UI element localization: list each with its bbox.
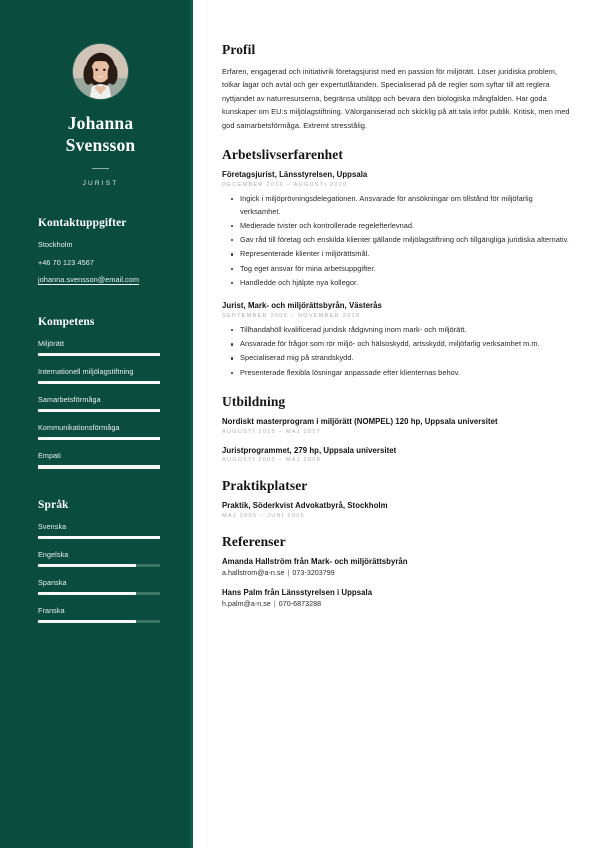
skill-bar-track [38,409,160,412]
skill-label: Kommunikationsförmåga [38,423,120,433]
skill-bar-fill [38,353,160,356]
references-heading: Referenser [222,533,286,549]
job-bullet: Representerade klienter i miljörättsmål. [240,248,574,261]
experience-entry [222,301,574,379]
reference-name: Hans Palm från Länsstyrelsen i Uppsala [222,587,373,597]
education-title: Nordiskt masterprogram i miljörätt (NOMPEL) 120 hp, Uppsala universitet [222,417,498,427]
job-bullet: Tillhandahöll kvalificerad juridisk rådgivning inom mark- och miljörätt. [240,324,574,337]
reference-contact [222,600,574,608]
skill-item [38,423,171,440]
profile-photo-icon [73,44,128,99]
language-label: Franska [38,606,65,616]
contact-section [38,217,171,285]
name-divider [92,168,109,170]
skill-bar-fill [38,381,160,384]
language-item [38,578,171,595]
language-label: Spanska [38,577,67,587]
experience-section [222,147,574,379]
internships-section [222,478,574,519]
language-bar-fill [38,592,136,595]
avatar [73,44,128,99]
reference-phone[interactable]: 070-6873288 [278,599,322,608]
skill-bar-fill [38,409,160,412]
job-bullet: Ansvarade för frågor som rör miljö- och hälsoskydd, artsskydd, miljöfarlig verksamhet m.m. [240,338,574,351]
skill-bar-track [38,465,160,468]
skill-label: Empati [38,451,61,461]
job-bullet: Tog eget ansvar för mina arbetsuppgifter. [240,263,574,276]
language-bar-track [38,564,160,567]
internship-title: Praktik, Söderkvist Advokatbyrå, Stockholm [222,501,388,511]
language-item [38,550,171,567]
education-title: Juristprogrammet, 279 hp, Uppsala universitet [222,445,397,455]
education-dates: AUGUSTI 2015 – MAJ 2017 [222,428,322,435]
language-bar-track [38,536,160,539]
skills-heading: Kompetens [38,315,95,328]
reference-phone[interactable]: 073-3203799 [292,568,335,577]
job-bullet: Specialiserad mig på strandskydd. [240,352,574,365]
candidate-last-name: Svensson [65,135,136,156]
skill-item [38,395,171,412]
job-title: Företagsjurist, Länsstyrelsen, Uppsala [222,170,368,180]
references-section [222,534,574,608]
skill-label: Samarbetsförmåga [38,394,101,404]
education-entry [222,446,574,464]
job-bullets [222,193,574,290]
job-dates: DECEMBER 2010 – AUGUSTI 2020 [222,181,348,188]
job-bullet: Presenterade flexibla lösningar anpassade efter klienternas behov. [240,367,574,380]
job-dates: SEPTEMBER 2006 – NOVEMBER 2010 [222,312,361,319]
contact-phone[interactable]: +46 70 123 4567 [38,257,94,267]
skill-item [38,339,171,356]
skill-bar-fill [38,465,160,468]
job-bullet: Medierade tvister och kontrollerade regelefterlevnad. [240,220,574,233]
skill-bar-track [38,437,160,440]
skill-item [38,367,171,384]
contact-city: Stockholm [38,240,73,250]
experience-entry [222,170,574,289]
language-bar-fill [38,564,136,567]
reference-entry [222,588,574,608]
skill-label: Internationell miljölagstiftning [38,366,134,376]
skills-section [38,316,171,469]
main-content [193,0,600,848]
experience-heading: Arbetslivserfarenhet [222,147,343,163]
education-heading: Utbildning [222,394,286,410]
skill-bar-track [38,381,160,384]
language-bar-fill [38,536,160,539]
language-bar-track [38,592,160,595]
avatar-wrap [30,44,171,99]
profile-heading: Profil [222,42,256,57]
skill-bar-track [38,353,160,356]
language-bar-fill [38,620,136,623]
job-bullet: Gav råd till företag och enskilda klienter gällande miljölagstiftning och tillgängliga juridiska alternativ. [240,234,574,247]
job-bullets [222,324,574,379]
language-item [38,606,171,623]
internship-entry [222,501,574,519]
languages-heading: Språk [38,498,69,511]
job-bullet: Ingick i miljöprövningsdelegationen. Ansvarade för ansökningar om tillstånd för miljöfarlig verksamhet. [240,193,574,218]
contact-email-link[interactable]: johanna.svensson@email.com [38,275,140,285]
skill-bar-fill [38,437,160,440]
education-dates: AUGUSTI 2003 – MAJ 2008 [222,457,322,464]
candidate-first-name: Johanna [67,113,134,133]
job-bullet: Handledde och hjälpte nya kollegor. [240,277,574,290]
candidate-role: JURIST [82,180,119,188]
language-item [38,522,171,539]
reference-name: Amanda Hallström från Mark- och miljörättsbyrån [222,556,408,566]
candidate-name [30,112,171,157]
language-label: Svenska [38,521,67,531]
skill-label: Miljörätt [38,338,65,348]
internship-dates: MAJ 2005 – JUNI 2006 [222,512,305,519]
internships-heading: Praktikplatser [222,478,308,494]
sidebar [0,0,193,848]
language-bar-track [38,620,160,623]
reference-entry [222,557,574,577]
reference-contact [222,569,574,577]
reference-separator: | [273,599,276,608]
job-title: Jurist, Mark- och miljörättsbyrån, Västerås [222,301,382,311]
reference-email[interactable]: a.hallstrom@a-n.se [222,568,285,577]
profile-text: Erfaren, engagerad och initiativrik företagsjurist med en passion för miljörätt. Löser juridiska problem, tolkar lagar och avtal och ger expertutlåtanden. Specialiserad på de regler som syftar till att reglera nyttjandet av naturresurserna, begränsa utsläpp och bevara den biologiska mångfalden. Har goda kunskaper om EU:s miljölagstiftning. Välorganiserad och skicklig på att tala inför publik. Kritisk, men med god samarbetsförmåga. Extremt stresstålig. [222,67,570,130]
skill-item [38,451,171,468]
language-label: Engelska [38,549,69,559]
reference-separator: | [287,568,290,577]
profile-section [222,42,574,132]
contact-heading: Kontaktuppgifter [38,217,127,230]
reference-email[interactable]: h.palm@a-n.se [222,599,271,608]
education-entry [222,417,574,435]
education-section [222,394,574,463]
languages-section [38,499,171,624]
